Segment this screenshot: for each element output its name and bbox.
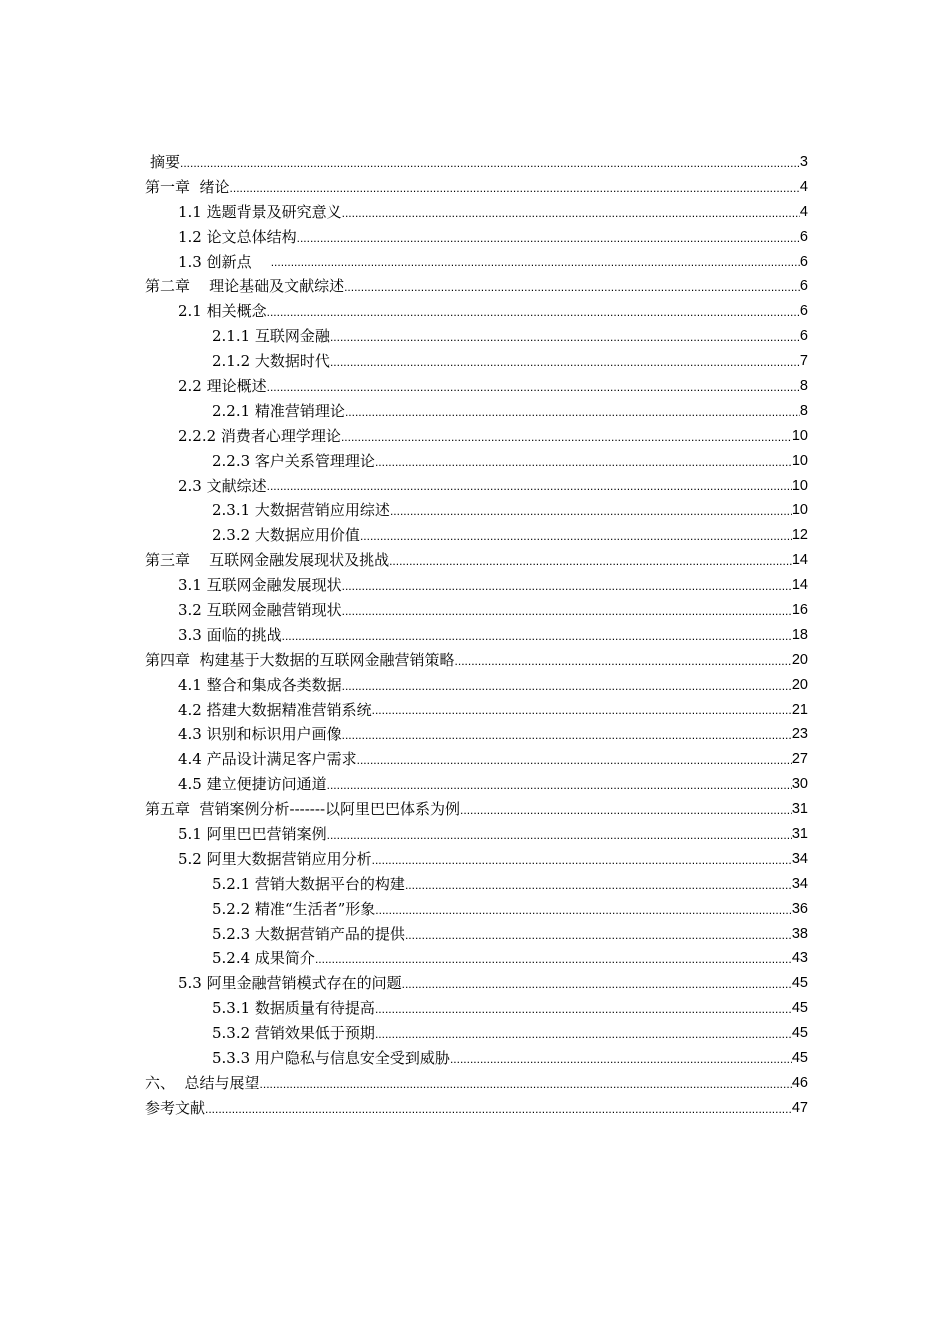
toc-entry-page-number: 45 xyxy=(791,1050,808,1067)
toc-entry[interactable] xyxy=(145,573,808,598)
toc-entry[interactable] xyxy=(145,1021,808,1046)
toc-dot-leader xyxy=(360,526,792,548)
toc-entry-title: 参考文献 xyxy=(145,1098,206,1117)
toc-entry-page-number: 30 xyxy=(791,776,808,793)
toc-entry-title: 5.3 阿里金融营销模式存在的问题 xyxy=(178,974,402,993)
toc-entry[interactable] xyxy=(145,722,808,747)
toc-entry-title: 1.3 创新点 xyxy=(178,252,271,271)
toc-entry-title: 第二章 理论基础及文献综述 xyxy=(145,277,345,296)
toc-entry-title: 2.2 理论概述 xyxy=(178,377,267,395)
toc-entry-title: 5.3.2 营销效果低于预期 xyxy=(212,1024,375,1043)
toc-entry[interactable] xyxy=(145,349,808,374)
toc-dot-leader xyxy=(345,402,800,424)
toc-dot-leader xyxy=(342,203,800,225)
toc-entry-page-number: 16 xyxy=(791,602,808,619)
toc-entry-page-number: 43 xyxy=(791,950,808,967)
toc-entry[interactable] xyxy=(145,150,808,175)
toc-dot-leader xyxy=(180,153,800,175)
toc-dot-leader xyxy=(405,925,792,947)
toc-dot-leader xyxy=(271,252,800,274)
toc-entry-page-number: 23 xyxy=(791,726,808,743)
toc-entry[interactable] xyxy=(145,175,808,200)
toc-entry-title: 第四章 构建基于大数据的互联网金融营销策略 xyxy=(145,650,455,669)
toc-entry-title: 3.2 互联网金融营销现状 xyxy=(178,601,342,620)
toc-entry-page-number: 34 xyxy=(791,850,808,867)
toc-entry-page-number: 6 xyxy=(799,328,808,345)
toc-dot-leader xyxy=(450,1049,792,1071)
toc-entry-title: 1.2 论文总体结构 xyxy=(178,227,297,246)
toc-entry-title: 2.1 相关概念 xyxy=(178,302,267,321)
toc-entry[interactable] xyxy=(145,623,808,648)
toc-entry-title: 3.1 互联网金融发展现状 xyxy=(178,576,342,595)
toc-entry[interactable] xyxy=(145,747,808,772)
toc-dot-leader xyxy=(230,178,800,200)
toc-entry-title: 3.3 面临的挑战 xyxy=(178,625,282,644)
toc-entry[interactable] xyxy=(145,225,808,250)
toc-entry[interactable] xyxy=(145,772,808,797)
toc-entry[interactable] xyxy=(145,299,808,324)
toc-dot-leader xyxy=(330,327,800,349)
toc-entry-page-number: 6 xyxy=(799,278,808,295)
toc-entry[interactable] xyxy=(145,872,808,897)
toc-dot-leader xyxy=(282,626,792,648)
toc-entry-page-number: 4 xyxy=(799,178,808,195)
toc-entry[interactable] xyxy=(145,797,808,822)
toc-entry-title: 2.2.2 消费者心理学理论 xyxy=(178,426,341,445)
toc-entry-title: 六、 总结与展望 xyxy=(145,1073,260,1092)
toc-dot-leader xyxy=(267,476,792,498)
toc-dot-leader xyxy=(330,352,800,374)
toc-entry[interactable] xyxy=(145,449,808,474)
toc-entry-title: 第五章 营销案例分析-------以阿里巴巴体系为例 xyxy=(145,800,461,819)
toc-dot-leader xyxy=(372,850,792,872)
toc-entry[interactable] xyxy=(145,374,808,399)
toc-entry[interactable] xyxy=(145,648,808,673)
toc-entry-title: 2.1.1 互联网金融 xyxy=(212,327,330,346)
toc-entry-page-number: 31 xyxy=(791,826,808,843)
toc-entry[interactable] xyxy=(145,324,808,349)
toc-entry-page-number: 27 xyxy=(791,751,808,768)
toc-entry[interactable] xyxy=(145,200,808,225)
toc-entry[interactable] xyxy=(145,274,808,299)
toc-entry[interactable] xyxy=(145,922,808,947)
toc-entry-page-number: 18 xyxy=(791,626,808,643)
toc-entry[interactable] xyxy=(145,673,808,698)
toc-dot-leader xyxy=(342,576,792,598)
toc-entry-title: 第一章 绪论 xyxy=(145,177,230,196)
toc-dot-leader xyxy=(315,949,792,971)
toc-entry-title: 5.2.2 精准“生活者”形象 xyxy=(212,899,376,918)
toc-entry-title: 第三章 互联网金融发展现状及挑战 xyxy=(145,551,390,570)
toc-dot-leader xyxy=(342,601,792,623)
toc-entry[interactable] xyxy=(145,947,808,972)
toc-dot-leader xyxy=(297,228,800,250)
toc-entry-title: 5.2.3 大数据营销产品的提供 xyxy=(212,924,405,943)
toc-entry-title: 2.3 文献综述 xyxy=(178,476,267,495)
toc-entry[interactable] xyxy=(145,897,808,922)
toc-entry[interactable] xyxy=(145,996,808,1021)
toc-dot-leader xyxy=(375,900,792,922)
toc-dot-leader xyxy=(372,700,792,722)
toc-entry-page-number: 8 xyxy=(799,378,808,394)
toc-entry[interactable] xyxy=(145,548,808,573)
toc-dot-leader xyxy=(327,775,792,797)
toc-entry-title: 4.3 识别和标识用户画像 xyxy=(178,725,342,744)
toc-entry[interactable] xyxy=(145,1096,808,1121)
toc-entry-title: 2.3.1 大数据营销应用综述 xyxy=(212,501,390,520)
toc-entry-page-number: 31 xyxy=(791,801,808,818)
toc-dot-leader xyxy=(205,1099,792,1121)
toc-entry-page-number: 6 xyxy=(799,228,808,245)
toc-entry-page-number: 34 xyxy=(791,875,808,892)
toc-entry[interactable] xyxy=(145,971,808,996)
toc-entry[interactable] xyxy=(145,250,808,275)
toc-entry[interactable] xyxy=(145,474,808,499)
toc-entry-title: 2.3.2 大数据应用价值 xyxy=(212,526,360,545)
toc-entry-title: 摘要 xyxy=(150,152,181,171)
toc-dot-leader xyxy=(375,999,792,1021)
toc-entry[interactable] xyxy=(145,523,808,548)
toc-entry[interactable] xyxy=(145,498,808,523)
toc-dot-leader xyxy=(357,750,792,772)
toc-entry-title: 5.3.3 用户隐私与信息安全受到威胁 xyxy=(212,1049,450,1068)
toc-dot-leader xyxy=(402,974,792,996)
toc-dot-leader xyxy=(267,302,800,324)
toc-entry-page-number: 7 xyxy=(799,353,808,370)
toc-dot-leader xyxy=(389,551,792,573)
toc-entry[interactable] xyxy=(145,399,808,424)
toc-entry-title: 5.3.1 数据质量有待提高 xyxy=(212,999,375,1018)
toc-entry-title: 4.4 产品设计满足客户需求 xyxy=(178,750,357,769)
toc-entry-page-number: 47 xyxy=(791,1099,808,1116)
toc-dot-leader xyxy=(460,800,792,822)
toc-entry-page-number: 45 xyxy=(791,975,808,992)
toc-entry-page-number: 45 xyxy=(791,1000,808,1017)
toc-entry[interactable] xyxy=(145,1046,808,1071)
toc-entry-page-number: 3 xyxy=(799,153,808,170)
toc-entry-page-number: 6 xyxy=(799,253,808,270)
toc-entry-page-number: 10 xyxy=(791,452,808,469)
toc-entry-page-number: 20 xyxy=(791,651,808,668)
toc-entry-title: 5.2.1 营销大数据平台的构建 xyxy=(212,874,405,893)
toc-dot-leader xyxy=(390,501,792,523)
toc-dot-leader xyxy=(344,277,800,299)
table-of-contents xyxy=(145,150,808,1121)
toc-entry-page-number: 46 xyxy=(791,1074,808,1091)
toc-entry-title: 2.1.2 大数据时代 xyxy=(212,352,330,371)
toc-entry[interactable] xyxy=(145,698,808,723)
toc-entry-title: 1.1 选题背景及研究意义 xyxy=(178,202,342,221)
toc-entry-page-number: 10 xyxy=(791,502,808,519)
toc-entry-title: 4.2 搭建大数据精准营销系统 xyxy=(178,700,372,719)
toc-entry-title: 2.2.3 客户关系管理理论 xyxy=(212,451,375,470)
toc-entry-title: 4.5 建立便捷访问通道 xyxy=(178,775,327,794)
toc-entry-page-number: 14 xyxy=(791,552,808,569)
toc-entry-page-number: 38 xyxy=(791,925,808,942)
toc-entry-page-number: 36 xyxy=(791,900,808,917)
toc-dot-leader xyxy=(267,377,800,399)
toc-entry-page-number: 20 xyxy=(791,676,808,693)
toc-dot-leader xyxy=(455,651,792,673)
toc-entry-page-number: 14 xyxy=(791,577,808,594)
toc-dot-leader xyxy=(375,1024,792,1046)
toc-entry-title: 4.1 整合和集成各类数据 xyxy=(178,675,342,694)
toc-dot-leader xyxy=(260,1074,792,1096)
toc-entry-page-number: 12 xyxy=(791,527,808,544)
toc-dot-leader xyxy=(342,725,792,747)
toc-dot-leader xyxy=(375,452,792,474)
toc-entry-title: 5.2 阿里大数据营销应用分析 xyxy=(178,849,372,868)
toc-entry-page-number: 6 xyxy=(799,303,808,320)
toc-entry[interactable] xyxy=(145,1071,808,1096)
toc-dot-leader xyxy=(341,427,792,449)
toc-entry-title: 2.2.1 精准营销理论 xyxy=(212,401,345,420)
toc-entry-page-number: 8 xyxy=(799,402,808,419)
toc-entry[interactable] xyxy=(145,847,808,872)
toc-entry-page-number: 21 xyxy=(791,701,808,718)
toc-entry[interactable] xyxy=(145,822,808,847)
toc-dot-leader xyxy=(405,875,792,897)
toc-entry-page-number: 10 xyxy=(791,477,808,494)
toc-entry-page-number: 45 xyxy=(791,1025,808,1042)
toc-entry[interactable] xyxy=(145,424,808,449)
toc-entry[interactable] xyxy=(145,598,808,623)
toc-entry-page-number: 4 xyxy=(799,203,808,220)
toc-entry-page-number: 10 xyxy=(791,427,808,444)
toc-dot-leader xyxy=(327,825,792,847)
toc-entry-title: 5.1 阿里巴巴营销案例 xyxy=(178,825,327,844)
toc-dot-leader xyxy=(342,676,792,698)
toc-entry-title: 5.2.4 成果简介 xyxy=(212,949,315,968)
